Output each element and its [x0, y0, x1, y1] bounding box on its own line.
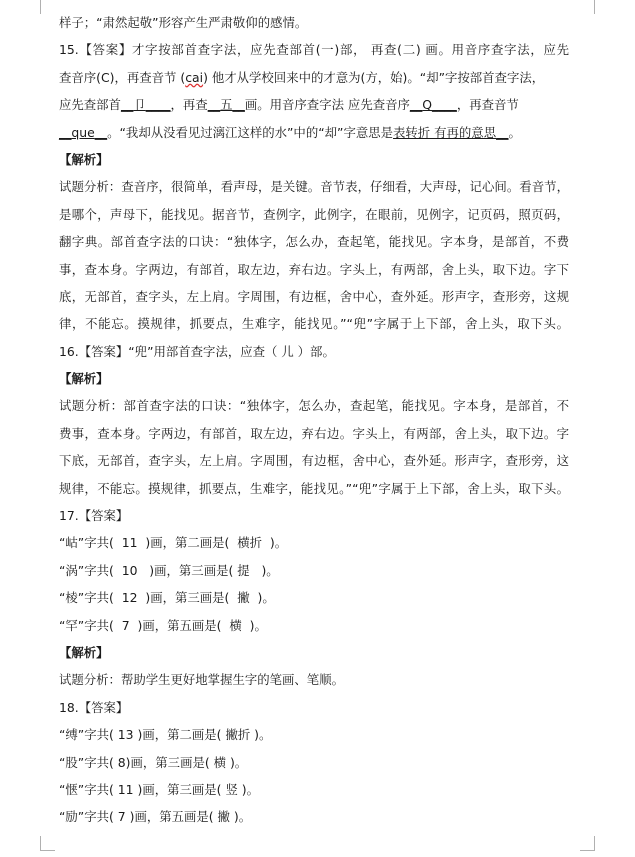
answer-15-line-4: __que__。“我却从没看见过漓江这样的水”中的“却”字意思是表转折 有再的意思__。 [59, 124, 521, 140]
answer-16: 16.【答案】“兜”用部首查字法，应查（ 儿 ）部。 [59, 343, 335, 359]
analysis-line: 试题分析：查音序，很简单，看声母，是关键。音节表，仔细看，大声母，记心间。看音节， [59, 179, 569, 195]
blank-syllable: __que__ [59, 124, 108, 140]
analysis-line: 费事，查本身。字两边，有部首，取左边，弃右边。字头上，有两部，舍上头，取下边。字 [59, 425, 569, 441]
analysis-line: 事，查本身。字两边，有部首，取左边，弃右边。字头上，有两部，舍上头，取下边。字下 [59, 261, 569, 277]
stroke-answer-line: “励”字共( 7 )画，第五画是( 撇 )。 [59, 809, 252, 825]
margin-mark-bottom-right [580, 836, 595, 851]
analysis-heading: 【解析】 [59, 371, 109, 387]
analysis-line: 底，无部首，查字头，左上肩。字周围，有边框，舍中心，查外延。形声字，查形旁，这规 [59, 288, 569, 304]
stroke-answer-line: “股”字共( 8)画，第三画是( 横 )。 [59, 754, 248, 770]
answer-17-heading: 17.【答案】 [59, 508, 129, 524]
stroke-answer-line: “缚”字共( 13 )画，第二画是( 撇折 )。 [59, 727, 272, 743]
answer-18-heading: 18.【答案】 [59, 699, 129, 715]
text-line: 样子；“肃然起敬”形容产生严肃敬仰的感情。 [59, 15, 308, 30]
margin-mark-top-right [580, 0, 595, 14]
stroke-answer-line: “罕”字共( 7 )画，第五画是( 横 )。 [59, 617, 267, 633]
analysis-line: 是哪个，声母下，能找见。据音节，查例字，此例字，在眼前，见例字，记页码，照页码， [59, 206, 569, 222]
answer-15-line-2: 查音序(C)，再查音节 (cai) 他才从学校回来中的才意为(方，始)。“却”字按部首查字法， [59, 69, 545, 85]
answer-15-line-1: 15.【答案】才字按部首查字法，应先查部首(一)部， 再查(二) 画。用音序查字法，应先 [59, 42, 569, 58]
margin-mark-top-left [40, 0, 55, 14]
stroke-answer-line: “棱”字共( 12 )画，第三画是( 撇 )。 [59, 590, 275, 606]
blank-strokes: __五__ [207, 97, 245, 113]
answer-15-line-3: 应先查部首__卩____，再查__五__画。用音序查字法 应先查音序__Q____，再查音节 [59, 97, 519, 113]
margin-mark-bottom-left [40, 836, 55, 851]
analysis-line: 试题分析：帮助学生更好地掌握生字的笔画、笔顺。 [59, 672, 344, 688]
document-body [59, 9, 569, 831]
analysis-line: 下底，无部首，查字头，左上肩。字周围，有边框，舍中心，查外延。形声字，查形旁，这 [59, 453, 569, 469]
pinyin-cai: cai [185, 69, 204, 85]
blank-meaning: 表转折 有再的意思__ [393, 124, 509, 140]
analysis-line: 律，不能忘。摸规律，抓要点，生难字，能找见。”“兜”字属于上下部，舍上头，取下头。 [59, 316, 569, 332]
analysis-heading: 【解析】 [59, 151, 109, 167]
analysis-line: 规律，不能忘。摸规律，抓要点，生难字，能找见。”“兜”字属于上下部，舍上头，取下头。 [59, 480, 569, 496]
analysis-line: 翻字典。部首查字法的口诀：“独体字，怎么办，查起笔，能找见。字本身，是部首，不费 [59, 234, 569, 250]
blank-radical: __卩____ [120, 97, 171, 113]
stroke-answer-line: “岵”字共( 11 )画，第二画是( 横折 )。 [59, 535, 288, 551]
stroke-answer-line: “惬”字共( 11 )画，第三画是( 竖 )。 [59, 781, 259, 797]
analysis-line: 试题分析：部首查字法的口诀：“独体字，怎么办，查起笔，能找见。字本身，是部首，不 [59, 398, 569, 414]
analysis-heading: 【解析】 [59, 644, 109, 660]
stroke-answer-line: “涡”字共( 10 )画，第三画是( 提 )。 [59, 562, 279, 578]
blank-initial: __Q____ [409, 97, 457, 113]
